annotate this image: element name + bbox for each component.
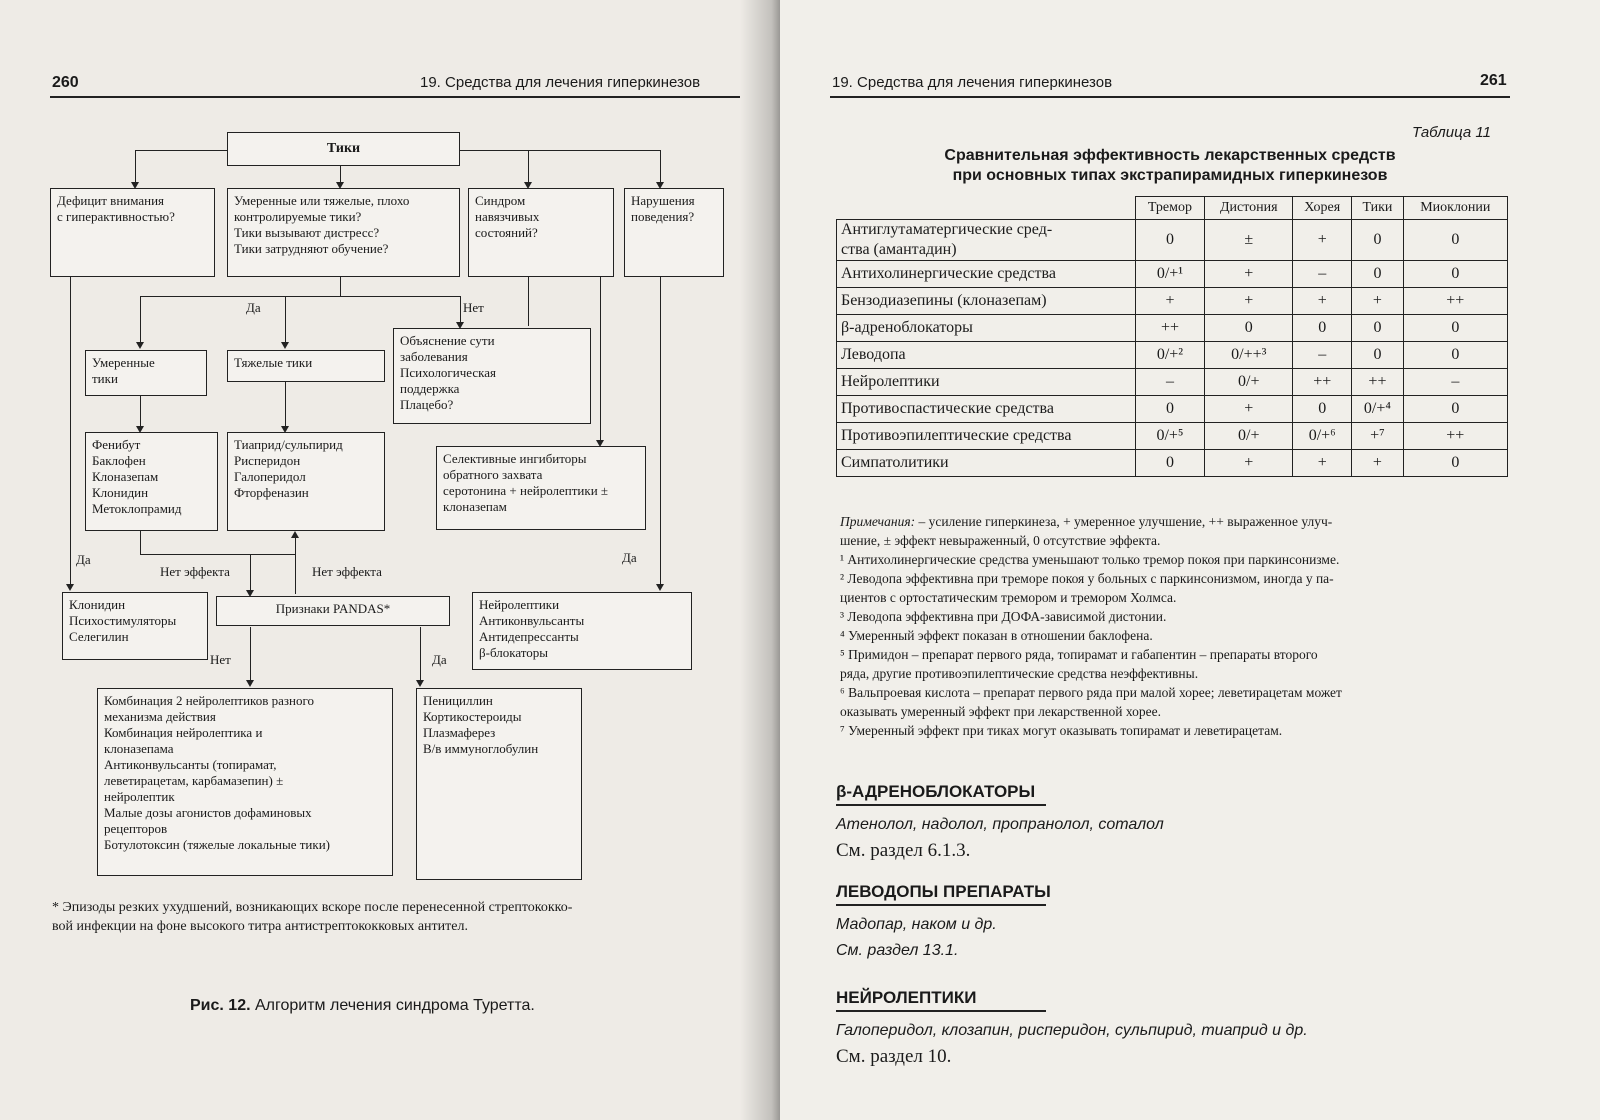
connector xyxy=(600,276,601,442)
left-page xyxy=(0,0,780,1120)
row-label: Леводопа xyxy=(837,342,1136,369)
table-cell: 0 xyxy=(1352,315,1403,342)
table-cell: 0 xyxy=(1135,450,1205,477)
section-heading-levodopa: ЛЕВОДОПЫ ПРЕПАРАТЫ xyxy=(836,882,1051,906)
table-cell: + xyxy=(1205,396,1293,423)
connector xyxy=(285,380,286,428)
table-cell: 0 xyxy=(1403,342,1507,369)
row-label: Антихолинергические средства xyxy=(837,261,1136,288)
row-label: Бензодиазепины (клоназепам) xyxy=(837,288,1136,315)
connector xyxy=(340,296,460,297)
column-header: Дистония xyxy=(1205,197,1293,220)
row-label: Антиглутаматергические сред- ства (амантадин) xyxy=(837,220,1136,261)
figure-caption xyxy=(190,997,535,1015)
flow-ssri: Селективные ингибиторы обратного захвата серотонина + нейролептики ± клоназепам xyxy=(436,446,646,530)
figure-title: Алгоритм лечения синдрома Туретта. xyxy=(250,997,535,1014)
arrow xyxy=(66,584,74,591)
note-item: ⁴ Умеренный эффект показан в отношении баклофена. xyxy=(840,628,1153,643)
table-cell: + xyxy=(1293,288,1352,315)
table-cell: 0 xyxy=(1403,396,1507,423)
flow-behavior-drugs: Нейролептики Антиконвульсанты Антидепрессанты β-блокаторы xyxy=(472,592,692,670)
table-row xyxy=(837,342,1508,369)
section-heading-beta-blockers: β-АДРЕНОБЛОКАТОРЫ xyxy=(836,782,1046,806)
connector xyxy=(140,554,295,555)
table-cell: + xyxy=(1205,261,1293,288)
efficacy-table xyxy=(836,196,1508,477)
note-item: ¹ Антихолинергические средства уменьшают только тремор покоя при паркинсонизме. xyxy=(840,552,1340,567)
flow-question-adhd: Дефицит внимания с гиперактивностью? xyxy=(50,188,215,277)
edge-label-yes: Да xyxy=(432,652,447,667)
table-label: Таблица 11 xyxy=(1412,124,1491,141)
connector xyxy=(135,150,136,184)
connector xyxy=(285,296,286,344)
note-item: ⁷ Умеренный эффект при тиках могут оказывать топирамат и леветирацетам. xyxy=(840,723,1283,738)
table-row xyxy=(837,450,1508,477)
flow-pandas: Признаки PANDAS* xyxy=(216,596,450,626)
table-cell: + xyxy=(1205,288,1293,315)
connector xyxy=(140,296,141,344)
right-page xyxy=(780,0,1600,1120)
table-cell: + xyxy=(1135,288,1205,315)
connector xyxy=(295,538,296,594)
column-header: Тики xyxy=(1352,197,1403,220)
arrow xyxy=(656,584,664,591)
table-cell: 0 xyxy=(1352,220,1403,261)
section-ref: См. раздел 10. xyxy=(836,1046,952,1067)
connector xyxy=(660,276,661,586)
flow-question-ocd: Синдром навязчивых состояний? xyxy=(468,188,614,277)
table-cell: 0 xyxy=(1403,450,1507,477)
connector xyxy=(250,554,251,594)
table-cell: – xyxy=(1293,261,1352,288)
table-title: Сравнительная эффективность лекарственных средств при основных типах экстрапирамидных гиперкинезов xyxy=(944,147,1396,184)
table-cell: 0/+¹ xyxy=(1135,261,1205,288)
note-item: ² Леводопа эффективна при треморе покоя у больных с паркинсонизмом, иногда у па- циентов с ортостатическим тремором и тремором Холмса. xyxy=(840,571,1334,605)
flow-mild-tics: Умеренные тики xyxy=(85,350,207,396)
table-row xyxy=(837,396,1508,423)
row-label: β-адреноблокаторы xyxy=(837,315,1136,342)
table-row xyxy=(837,315,1508,342)
row-label: Противоэпилептические средства xyxy=(837,423,1136,450)
table-cell: +⁷ xyxy=(1352,423,1403,450)
table-corner xyxy=(837,197,1136,220)
edge-label-no-effect: Нет эффекта xyxy=(312,564,382,579)
table-cell: 0 xyxy=(1403,220,1507,261)
table-cell: 0 xyxy=(1403,261,1507,288)
connector xyxy=(70,276,71,586)
table-cell: ++ xyxy=(1135,315,1205,342)
table-cell: 0 xyxy=(1135,396,1205,423)
flow-mild-drugs: Фенибут Баклофен Клоназепам Клонидин Метоклопрамид xyxy=(85,432,218,531)
table-cell: ++ xyxy=(1403,288,1507,315)
table-cell: 0/+⁴ xyxy=(1352,396,1403,423)
flow-combination: Комбинация 2 нейролептиков разного механизма действия Комбинация нейролептика и клоназепама Антиконвульсанты (топирамат, леветирацетам, карбамазепин) ± нейролептик Малые дозы агонистов дофаминовых рецепторов Ботулотоксин (тяжелые локальные тики) xyxy=(97,688,393,876)
section-drugs: Атенолол, надолол, пропранолол, соталол xyxy=(836,816,1164,833)
arrow xyxy=(291,531,299,538)
table-cell: 0/+ xyxy=(1205,369,1293,396)
row-label: Симпатолитики xyxy=(837,450,1136,477)
arrow xyxy=(281,342,289,349)
connector xyxy=(420,627,421,682)
right-running-title: 19. Средства для лечения гиперкинезов xyxy=(832,74,1113,91)
flow-explanation: Объяснение сути заболевания Психологическая поддержка Плацебо? xyxy=(393,328,591,424)
table-cell: ± xyxy=(1205,220,1293,261)
row-label: Противоспастические средства xyxy=(837,396,1136,423)
table-cell: 0 xyxy=(1135,220,1205,261)
table-row xyxy=(837,261,1508,288)
table-cell: 0/+ xyxy=(1205,423,1293,450)
table-cell: 0 xyxy=(1403,315,1507,342)
table-cell: 0 xyxy=(1293,396,1352,423)
edge-label-no-effect: Нет эффекта xyxy=(160,564,230,579)
flow-question-behavior: Нарушения поведения? xyxy=(624,188,724,277)
table-cell: 0/+⁶ xyxy=(1293,423,1352,450)
row-label: Нейролептики xyxy=(837,369,1136,396)
table-cell: + xyxy=(1205,450,1293,477)
note-item: ⁶ Вальпроевая кислота – препарат первого ряда при малой хорее; леветирацетам может оказывать умеренный эффект при лекарственной хорее. xyxy=(840,685,1342,719)
table-cell: ++ xyxy=(1293,369,1352,396)
table-cell: 0 xyxy=(1205,315,1293,342)
table-cell: + xyxy=(1293,450,1352,477)
table-header-row xyxy=(837,197,1508,220)
notes-legend-text: – усиление гиперкинеза, + умеренное улучшение, ++ выраженное улуч- шение, ± эффект невыраженный, 0 отсутствие эффекта. xyxy=(840,514,1333,548)
table-cell: 0 xyxy=(1293,315,1352,342)
note-item: ⁵ Примидон – препарат первого ряда, топирамат и габапентин – препараты второго ряда, другие противоэпилептические средства неэффективны. xyxy=(840,647,1318,681)
flow-root-tics: Тики xyxy=(227,132,460,166)
connector xyxy=(140,296,340,297)
table-cell: + xyxy=(1352,450,1403,477)
table-cell: 0/+⁵ xyxy=(1135,423,1205,450)
connector xyxy=(528,150,529,184)
connector xyxy=(140,396,141,428)
table-row xyxy=(837,369,1508,396)
table-cell: + xyxy=(1352,288,1403,315)
column-header: Тремор xyxy=(1135,197,1205,220)
column-header: Хорея xyxy=(1293,197,1352,220)
arrow xyxy=(416,680,424,687)
section-drugs: Галоперидол, клозапин, рисперидон, сульпирид, тиаприд и др. xyxy=(836,1022,1308,1039)
table-cell: + xyxy=(1293,220,1352,261)
table-row xyxy=(837,423,1508,450)
table-cell: 0 xyxy=(1352,261,1403,288)
edge-label-yes: Да xyxy=(622,550,637,565)
table-cell: ++ xyxy=(1352,369,1403,396)
section-heading-neuroleptics: НЕЙРОЛЕПТИКИ xyxy=(836,988,1046,1012)
edge-label-no: Нет xyxy=(463,300,484,315)
table-cell: 0/++³ xyxy=(1205,342,1293,369)
right-page-number: 261 xyxy=(1480,72,1507,89)
edge-label-yes: Да xyxy=(76,552,91,567)
table-cell: – xyxy=(1403,369,1507,396)
edge-label-yes: Да xyxy=(246,300,261,315)
left-header-rule xyxy=(50,96,740,98)
table-cell: 0 xyxy=(1352,342,1403,369)
flow-severe-tics: Тяжелые тики xyxy=(227,350,385,382)
edge-label-no: Нет xyxy=(210,652,231,667)
right-header-rule xyxy=(830,96,1510,98)
flowchart-footnote: * Эпизоды резких ухудшений, возникающих вскоре после перенесенной стрептококко- вой инфекции на фоне высокого титра антистрептококковых антител. xyxy=(52,900,573,934)
flow-severe-drugs: Тиаприд/сульпирид Рисперидон Галоперидол Фторфеназин xyxy=(227,432,385,531)
flow-question-severity: Умеренные или тяжелые, плохо контролируемые тики? Тики вызывают дистресс? Тики затрудняют обучение? xyxy=(227,188,460,277)
flow-adhd-drugs: Клонидин Психостимуляторы Селегилин xyxy=(62,592,208,660)
table-cell: 0/+² xyxy=(1135,342,1205,369)
column-header: Миоклонии xyxy=(1403,197,1507,220)
notes-legend xyxy=(840,512,1520,550)
left-running-title: 19. Средства для лечения гиперкинезов xyxy=(420,74,701,91)
arrow xyxy=(136,342,144,349)
flow-pandas-treatment: Пенициллин Кортикостероиды Плазмаферез В/в иммуноглобулин xyxy=(416,688,582,880)
connector xyxy=(250,627,251,682)
note-item: ³ Леводопа эффективна при ДОФА-зависимой дистонии. xyxy=(840,609,1167,624)
section-ref: См. раздел 6.1.3. xyxy=(836,840,971,861)
table-notes xyxy=(840,512,1520,740)
arrow xyxy=(246,680,254,687)
table-cell: ++ xyxy=(1403,423,1507,450)
table-row xyxy=(837,288,1508,315)
connector xyxy=(140,530,141,554)
table-cell: – xyxy=(1293,342,1352,369)
section-ref: См. раздел 13.1. xyxy=(836,942,959,959)
notes-label: Примечания: xyxy=(840,514,916,529)
left-page-number: 260 xyxy=(52,74,79,91)
figure-number: Рис. 12. xyxy=(190,997,251,1014)
table-row xyxy=(837,220,1508,261)
table-cell: – xyxy=(1135,369,1205,396)
connector xyxy=(660,150,661,184)
section-drugs: Мадопар, наком и др. xyxy=(836,916,997,933)
connector xyxy=(340,276,341,296)
connector xyxy=(528,276,529,326)
